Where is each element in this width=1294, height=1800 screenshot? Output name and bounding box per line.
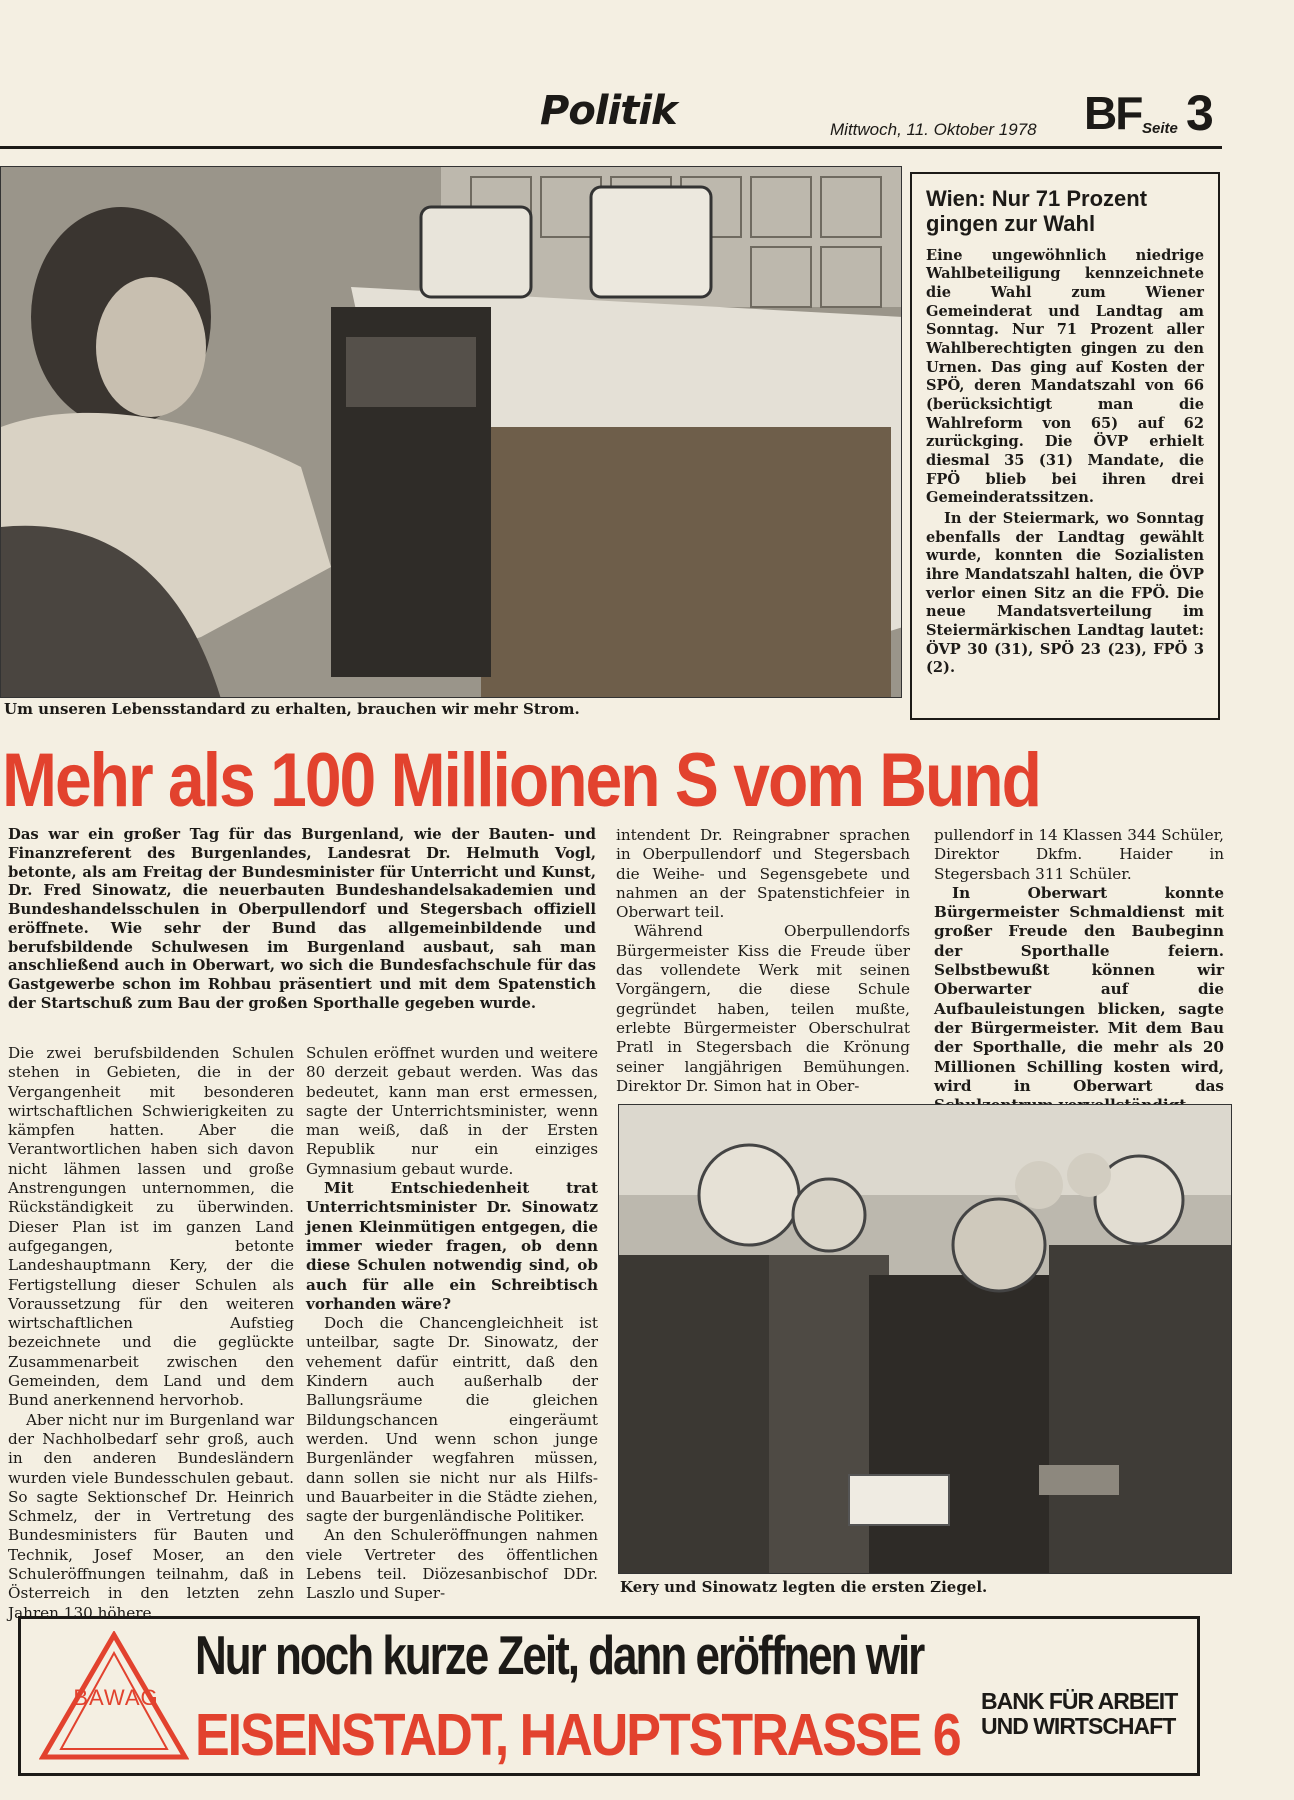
issue-date: Mittwoch, 11. Oktober 1978 (830, 120, 1037, 139)
article-column-1 (8, 1044, 294, 1623)
article-lead (8, 826, 596, 1014)
sidebar-title: Wien: Nur 71 Prozent gingen zur Wahl (926, 186, 1148, 237)
sidebar-paragraph: Eine ungewöhnlich niedrige Wahlbeteiligung kennzeichnete die Wahl zum Wiener Gemeinderat und Landtag am Sonntag. Nur 71 Prozent aller Wahlberechtigten gingen zu den Urnen. Das ging auf Kosten der SPÖ, deren Mandatszahl von 66 (berücksichtigt man die Wahlreform von 65) auf 62 zurückging. Die ÖVP erhielt diesmal 35 (31) Mandate, die FPÖ blieb bei ihren drei Gemeinderatssitzen. (926, 246, 1204, 507)
article-column-3 (616, 826, 910, 1096)
article-paragraph: An den Schuleröffnungen nahmen viele Vertreter des öffentlichen Lebens teil. Diözesanbischof DDr. Laszlo und Super- (306, 1526, 598, 1603)
ceremony-photo-caption: Kery und Sinowatz legten die ersten Ziegel. (620, 1578, 988, 1596)
article-paragraph: intendent Dr. Reingrabner sprachen in Oberpullendorf und Stegersbach die Weihe- und Segensgebete und nahmen an der Spatenstichfeier in Oberwart teil. (616, 826, 910, 922)
ceremony-photo-illustration (619, 1105, 1232, 1574)
lead-paragraph: Das war ein großer Tag für das Burgenland, wie der Bauten- und Finanzreferent des Burgenlandes, Landesrat Dr. Helmuth Vogl, betonte, als am Freitag der Bundesminister für Unterricht und Kunst, Dr. Fred Sinowatz, die neuerbauten Bundeshandelsakademien und Bundeshandelsschulen in Oberpullendorf und Stegersbach offiziell eröffnete. Wie sehr der Bund das allgemeinbildende und berufsbildende Schulwesen im Burgenland ausbaut, sah man anschließend auch in Oberwart, wo sich die Bundesfachschule für das Gastgewerbe schon im Rohbau präsentiert und mit dem Spatenstich der Startschuß zum Bau der großen Sporthalle gegeben wurde. (8, 826, 596, 1013)
ad-bank-name (981, 1689, 1191, 1740)
ad-bank-line: BANK FÜR ARBEIT (981, 1688, 1178, 1714)
article-paragraph: Mit Entschiedenheit trat Unterrichtsminister Dr. Sinowatz jenen Kleinmütigen entgegen, die immer wieder fragen, ob denn diese Schulen notwendig sind, ob auch für alle ein Schreibtisch vorhanden wäre? (306, 1179, 598, 1313)
article-column-2 (306, 1044, 598, 1604)
ad-bank-line: UND WIRTSCHAFT (981, 1713, 1176, 1740)
bawag-advertisement (18, 1616, 1200, 1776)
article-paragraph: Doch die Chancengleichheit ist unteilbar, sagte Dr. Sinowatz, der vehement dafür eintritt, daß den Kindern auch außerhalb der Ballungsräume die gleichen Bildungschancen eingeräumt werden. Und wenn schon junge Burgenländer wegfahren müssen, dann sollen sie nicht nur als Hilfs- und Bauarbeiter in die Städte ziehen, sagte der burgenländische Politiker. (306, 1314, 598, 1526)
article-paragraph: In Oberwart konnte Bürgermeister Schmaldienst mit großer Freude den Baubeginn der Sporthalle feiern. Selbstbewußt können wir Oberwarter auf die Aufbauleistungen blicken, sagte der Bürgermeister. Mit dem Bau der Sporthalle, die mehr als 20 Millionen Schilling kosten wird, wird in Oberwart das (934, 883, 1224, 1095)
article-paragraph: pullendorf in 14 Klassen 344 Schüler, Direktor Dkfm. Haider in Stegersbach 311 Schüler. (934, 826, 1224, 883)
article-paragraph: Die zwei berufsbildenden Schulen stehen in Gebieten, die in der Vergangenheit mit besonderen wirtschaftlichen Schwierigkeiten zu kämpfen hatten. Aber die Verantwortlichen haben sich davon nicht lähmen lassen und große Anstrengungen unternommen, die Rückständigkeit zu überwinden. Dieser Plan ist im ganzen Land aufgegangen, betonte Landeshauptmann Kery, der die Fertigstellung dieser Schulen als Voraussetzung für den weiteren wirtschaftlichen Aufstieg bezeichnete und die geglückte Zusammenarbeit zwischen den Gemeinden, dem Land und dem Bund anerkennend hervorhob. (8, 1044, 294, 1410)
article-paragraph: Während Oberpullendorfs Bürgermeister Kiss die Freude über das vollendete Werk mit seinen Vorgängern, die diese Schule gegründet haben, teilen mußte, erlebte Bürgermeister Oberschulrat Pratl in Stegersbach die Krönung seiner langjährigen Bemühungen. Direktor Dr. Simon hat in Ober- (616, 922, 910, 1095)
page-number: 3 (1186, 85, 1214, 141)
article-paragraph: Schulen eröffnet wurden und weitere 80 derzeit gebaut werden. Was das bedeutet, kann man erst ermessen, sagte der Unterrichtsminister, wenn man weiß, daß in der Ersten Republik nur ein einziges Gymnasium gebaut wurde. (306, 1044, 598, 1178)
sidebar-paragraph: In der Steiermark, wo Sonntag ebenfalls der Landtag gewählt wurde, konnten die Sozialisten ihre Mandatszahl halten, die ÖVP verlor einen Sitz an die FPÖ. Die neue Mandatsverteilung im Steiermärkischen Landtag lautet: ÖVP 30 (31), SPÖ 23 (23), FPÖ 3 (2). (926, 510, 1204, 677)
header-rule (0, 146, 1222, 149)
kitchen-photo-caption: Um unseren Lebensstandard zu erhalten, brauchen wir mehr Strom. (4, 700, 580, 718)
page-label: Seite (1142, 120, 1178, 137)
kitchen-photo (0, 166, 902, 698)
section-title: Politik (540, 88, 677, 134)
article-paragraph: Aber nicht nur im Burgenland war der Nachholbedarf sehr groß, auch in den anderen Bundesländern wurden viele Bundesschulen gebaut. So sagte Sektionschef Dr. Heinrich Schmelz, der in Vertretung des Bundesministers für Bauten und Technik, Josef Moser, an den Schuleröffnungen teilnahm, daß in Österreich in den letzten zehn Jahren 130 höhere (8, 1410, 294, 1622)
ad-address: EISENSTADT, HAUPTSTRASSE 6 (195, 1702, 960, 1769)
ad-headline: Nur noch kurze Zeit, dann eröffnen wir (195, 1625, 924, 1687)
masthead-logo: BF (1084, 87, 1142, 139)
bawag-logo-text: BAWAG (73, 1685, 159, 1710)
article-headline: Mehr als 100 Millionen S vom Bund (2, 737, 1040, 823)
kitchen-photo-illustration (1, 167, 902, 698)
ceremony-photo (618, 1104, 1232, 1574)
article-column-4 (934, 826, 1224, 1115)
sidebar-box (910, 172, 1220, 720)
